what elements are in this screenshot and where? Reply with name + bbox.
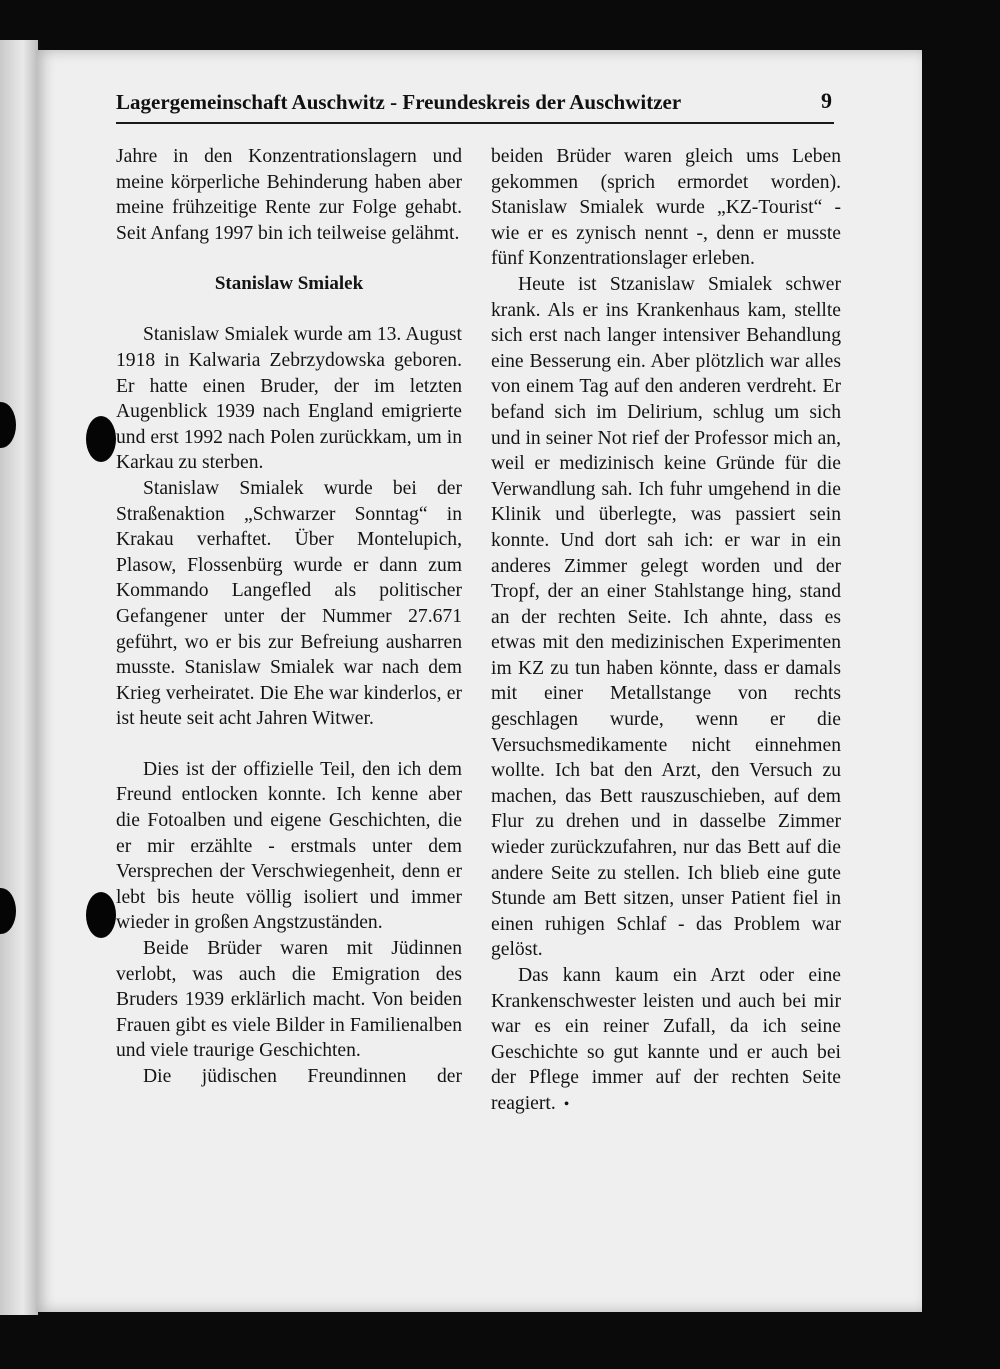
punch-hole-left-lower	[86, 892, 116, 938]
section-heading: Stanislaw Smialek	[214, 273, 364, 295]
paragraph: Stanislaw Smialek wurde bei der Straßenaktion „Schwarzer Sonntag“ in Krakau verhaftet. Über Montelupich, Plasow, Flossenbürg wurde er dann zum Kommando Langefled als politischer Gefangener unter der Nummer 27.671 geführt, wo er bis zur Befreiung ausharren musste. Stanislaw Smialek war nach dem Krieg verheiratet. Die Ehe war kinderlos, er ist heute seit acht Jahren Witwer.	[116, 477, 462, 730]
paragraph: Beide Brüder waren mit Jüdinnen verlobt, was auch die Emigration des Bruders 1939 erklärlich macht. Von beiden Frauen gibt es viele Bilder in Familienalben und viele traurige Geschichten.	[116, 938, 462, 1062]
document-page	[36, 50, 922, 1312]
header-title: Lagergemeinschaft Auschwitz - Freundeskreis der Auschwitzer	[116, 90, 682, 114]
paragraph: Die jüdischen Freundinnen der	[143, 1066, 462, 1087]
paragraph: Jahre in den Konzentrationslagern und meine körperliche Behinderung haben aber meine frühzeitige Rente zur Folge gehabt. Seit Anfang 1997 bin ich teilweise gelähmt.	[116, 146, 462, 244]
punch-hole-left-upper	[86, 416, 116, 462]
paragraph: Dies ist der offizielle Teil, den ich dem Freund entlocken konnte. Ich kenne aber die Fotoalben und eigene Geschichten, die er mir erzählte - erstmals unter dem Versprechen der Verschwiegenheit, denn er lebt bis heute völlig isoliert und immer wieder in großen Angstzuständen.	[116, 758, 462, 934]
paragraph: Heute ist Stzanislaw Smialek schwer krank. Als er ins Krankenhaus kam, stellte sich erst nach langer intensiver Behandlung eine Besserung ein. Aber plötzlich war alles von einem Tag auf den anderen verdreht. Er befand sich im Delirium, schlug um sich und in seiner Not rief der Professor mich an, weil er medizinisch keine Gründe für die Verwandlung sah. Ich fuhr umgehend in die Klinik und überlegte, was passiert sein konnte. Und dort sah ich: er war in ein anderes Zimmer gelegt worden und der Tropf, der an einer Stahlstange hing, stand an der rechten Seite. Ich ahnte, dass es etwas mit den medizinischen Experimenten im KZ zu tun haben könnte, dass er damals mit einer Metallstange von rechts geschlagen wurde, wenn er die Versuchsmedikamente nicht einnehmen wollte. Ich bat den Arzt, den Versuch zu machen, das Bett rauszuschieben, auf dem Flur zu drehen und in dasselbe Zimmer wieder zurückzufahren, nur das Bett auf die andere Seite zu stellen. Ich blieb eine gute Stunde am Bett sitzen, unser Patient fiel in einen ruhigen Schlaf - das Problem war gelöst.	[491, 273, 841, 961]
right-column	[491, 144, 841, 1117]
page-number: 9	[821, 88, 832, 113]
facing-page-edge	[0, 40, 38, 1315]
left-column	[116, 144, 462, 1090]
paragraph-text: Das kann kaum ein Arzt oder eine Krankenschwester leisten und auch bei mir war es ein reiner Zufall, da ich seine Geschichte so gut kannte und er auch bei der Pflege immer auf der rechten Seite reagiert.	[491, 965, 841, 1114]
paragraph: beiden Brüder waren gleich ums Leben gekommen (sprich ermordet worden). Stanislaw Smialek wurde „KZ-Tourist“ - wie er es zynisch nennt -, denn er musste fünf Konzentrationslager erleben.	[491, 146, 841, 270]
paragraph: Stanislaw Smialek wurde am 13. August 1918 in Kalwaria Zebrzydowska geboren. Er hatte einen Bruder, der im letzten Augenblick 1939 nach England emigrierte und erst 1992 nach Polen zurückkam, um in Karkau zu sterben.	[116, 324, 462, 474]
running-header	[116, 88, 834, 124]
paragraph-final	[491, 963, 841, 1117]
end-of-article-mark: •	[563, 1095, 570, 1113]
